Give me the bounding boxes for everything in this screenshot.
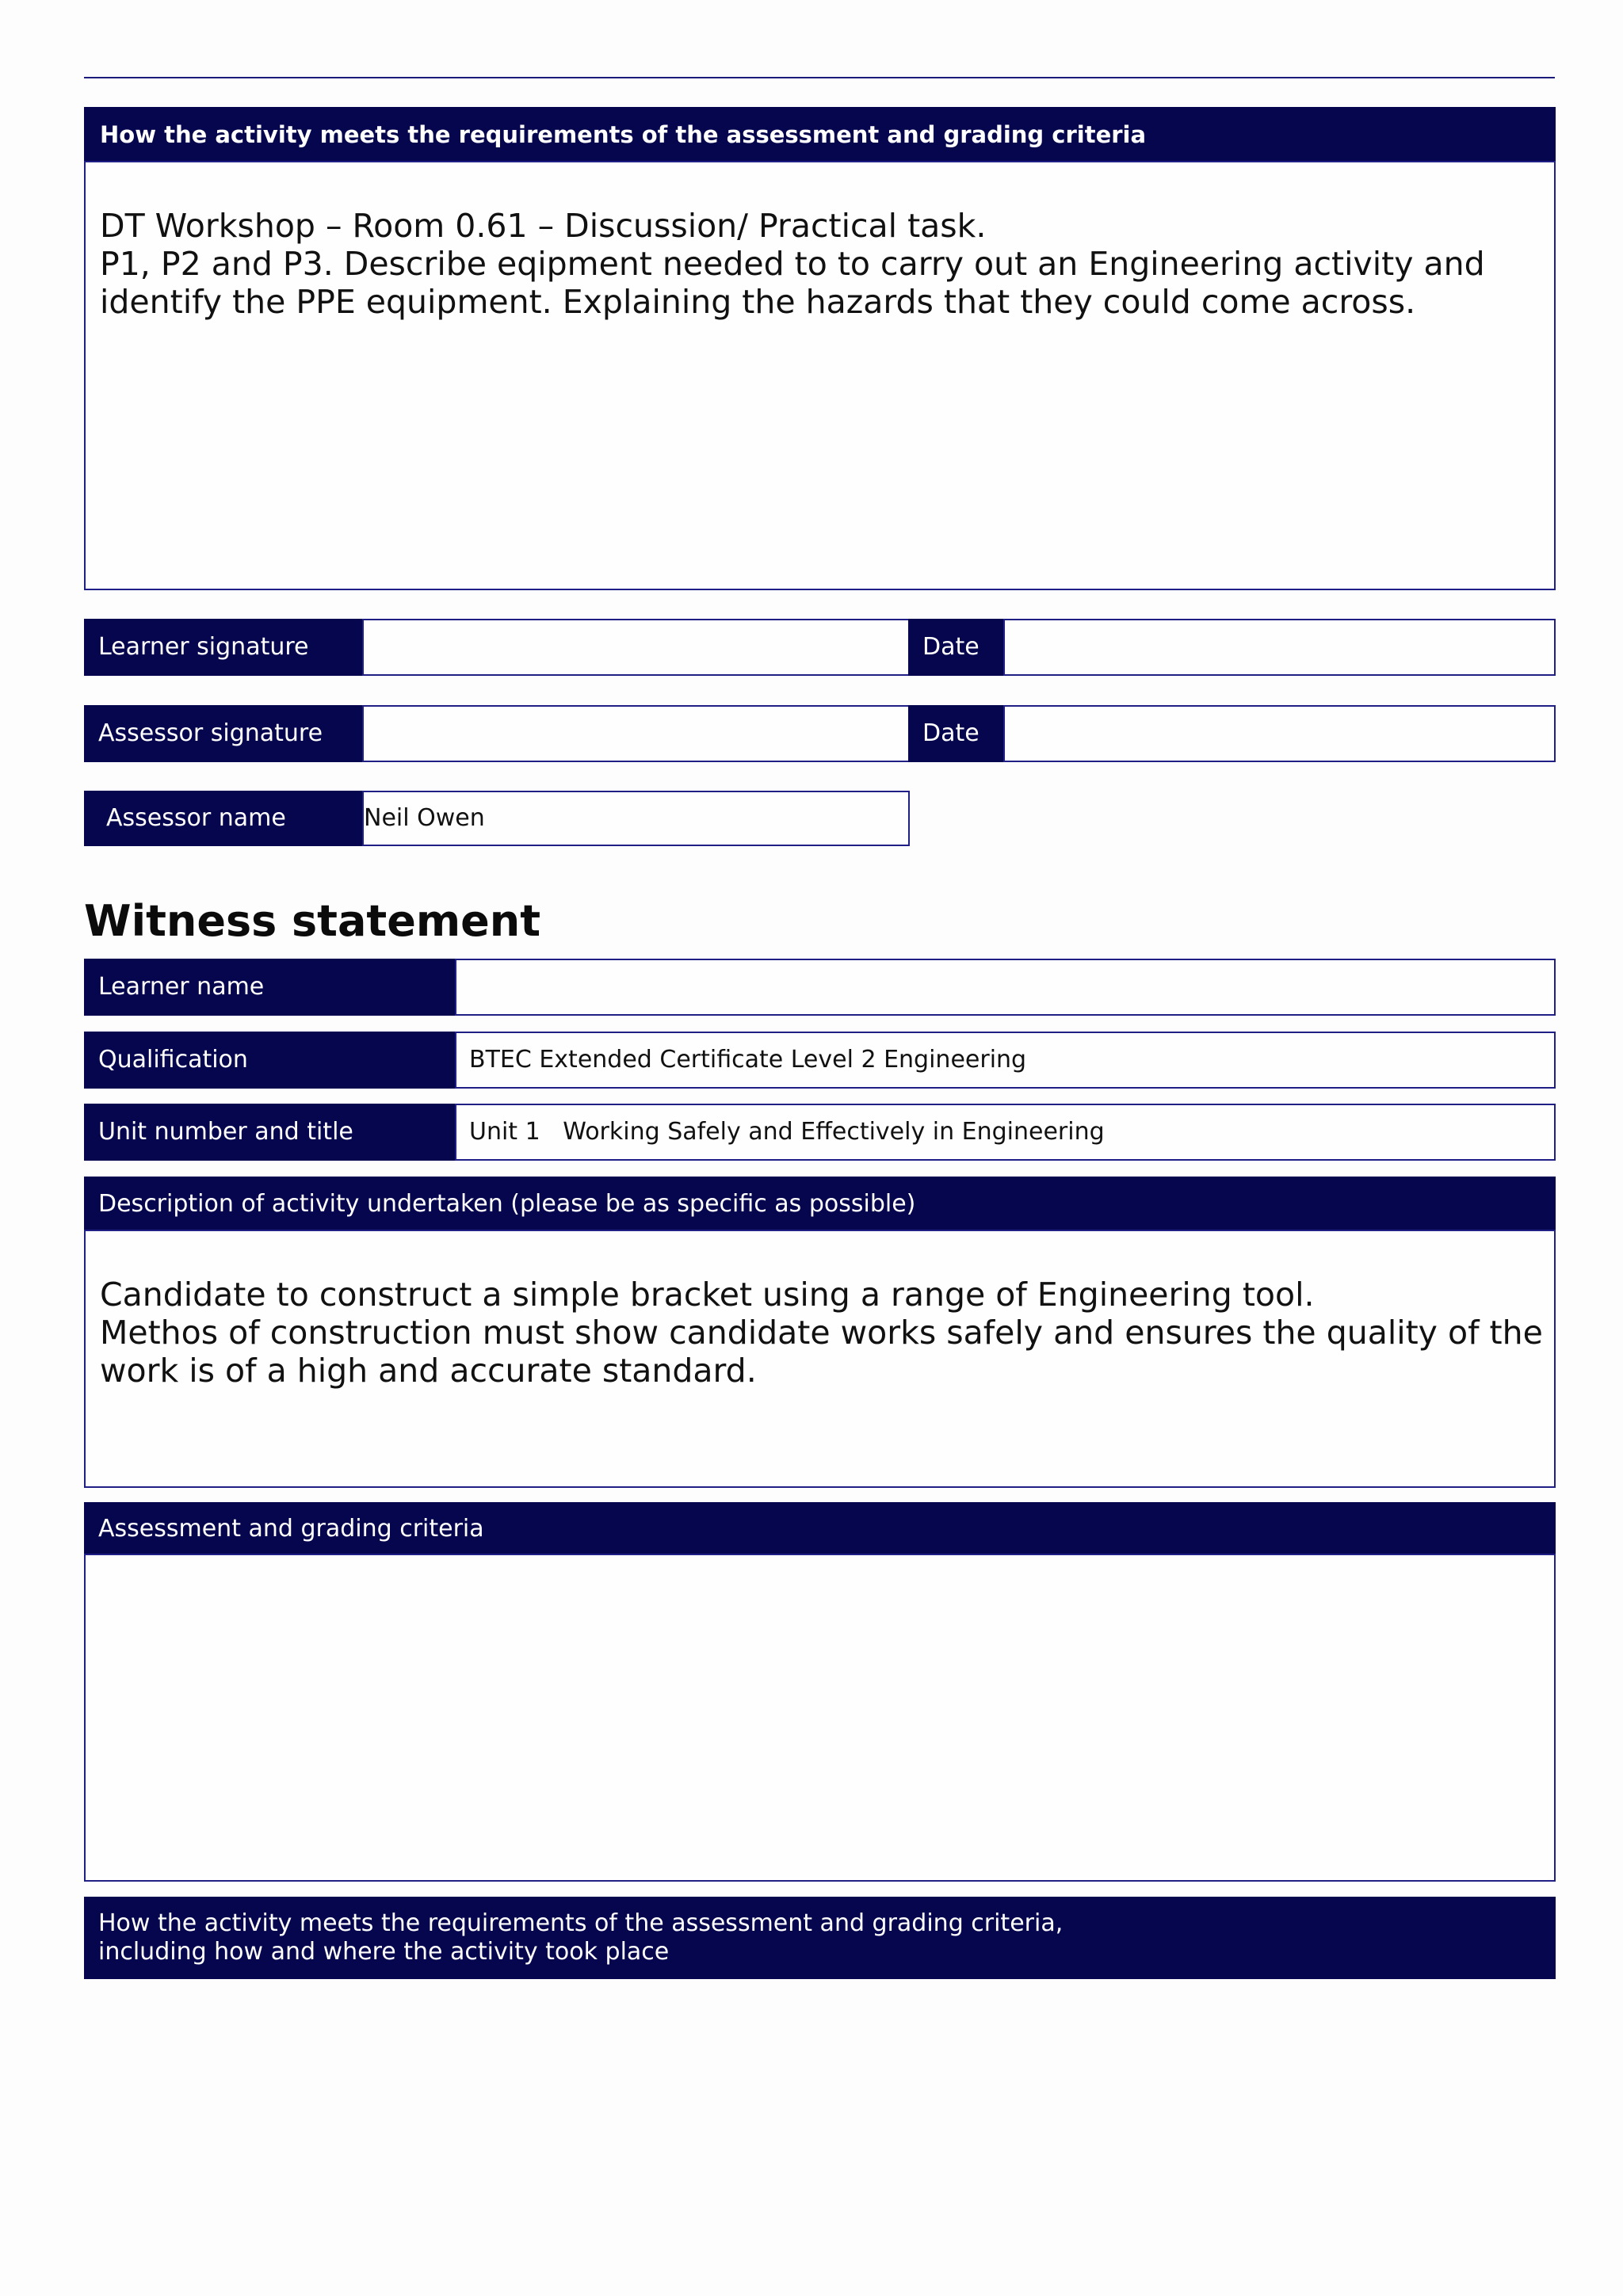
activity-requirements-line: DT Workshop – Room 0.61 – Discussion/ Practical task. <box>100 207 987 245</box>
unit-label: Unit number and title <box>84 1104 456 1161</box>
learner-name-field[interactable] <box>455 959 1556 1016</box>
assessor-name-field[interactable]: Neil Owen <box>362 791 910 846</box>
qualification-label: Qualification <box>84 1032 456 1089</box>
description-header: Description of activity undertaken (please be as specific as possible) <box>84 1177 1556 1231</box>
assessor-date-label: Date <box>908 705 1005 762</box>
criteria-header: Assessment and grading criteria <box>84 1502 1556 1555</box>
assessor-signature-label: Assessor signature <box>84 705 364 762</box>
requirements-header <box>84 1897 1556 1979</box>
assessor-signature-field[interactable] <box>362 705 910 762</box>
activity-requirements-field[interactable] <box>84 161 1556 590</box>
criteria-field[interactable] <box>84 1554 1556 1882</box>
learner-name-label: Learner name <box>84 959 456 1016</box>
witness-statement-title: Witness statement <box>84 896 541 946</box>
requirements-header-line: including how and where the activity took place <box>98 1938 670 1966</box>
learner-signature-label: Learner signature <box>84 619 364 676</box>
requirements-header-line: How the activity meets the requirements of the assessment and grading criteria, <box>98 1909 1064 1937</box>
assessor-date-field[interactable] <box>1003 705 1556 762</box>
assessor-name-label: Assessor name <box>84 791 364 846</box>
unit-field[interactable]: Unit 1 Working Safely and Effectively in Engineering <box>455 1104 1556 1161</box>
description-line: Candidate to construct a simple bracket using a range of Engineering tool. <box>100 1276 1315 1314</box>
learner-date-field[interactable] <box>1003 619 1556 676</box>
activity-requirements-header: How the activity meets the requirements of the assessment and grading criteria <box>84 107 1556 162</box>
qualification-field[interactable]: BTEC Extended Certificate Level 2 Engineering <box>455 1032 1556 1089</box>
activity-requirements-line: P1, P2 and P3. Describe eqipment needed to to carry out an Engineering activity and identify the PPE equipment. Explaining the hazards that they could come across. <box>100 245 1485 321</box>
learner-signature-field[interactable] <box>362 619 910 676</box>
top-divider <box>84 77 1555 78</box>
description-field[interactable] <box>84 1230 1556 1488</box>
learner-date-label: Date <box>908 619 1005 676</box>
description-line: Methos of construction must show candidate works safely and ensures the quality of the work is of a high and accurate standard. <box>100 1314 1543 1390</box>
